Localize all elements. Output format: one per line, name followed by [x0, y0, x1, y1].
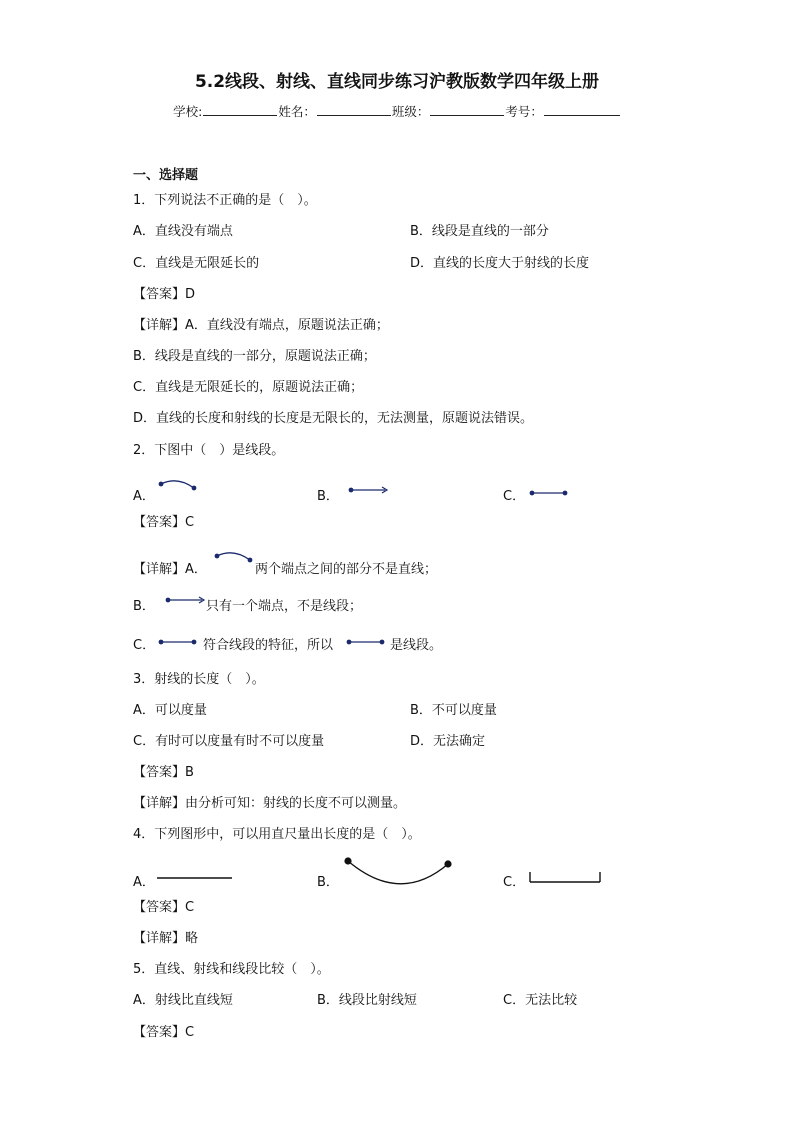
q1-detail-2: B．线段是直线的一部分，原题说法正确； — [133, 349, 376, 364]
number-label: 考号： — [505, 104, 543, 119]
q1-option-d: D．直线的长度大于射线的长度 — [410, 256, 590, 271]
curve-figure-a — [155, 478, 200, 494]
q4-option-b: B． — [317, 875, 339, 890]
q2-detail-a-prefix: 【详解】A． — [133, 562, 207, 577]
q3-detail: 【详解】由分析可知：射线的长度不可以测量。 — [133, 796, 407, 811]
class-blank — [430, 103, 504, 116]
q2-option-c: C． — [503, 489, 526, 504]
q4-stem: 4．下列图形中，可以用直尺量出长度的是（ ）。 — [133, 827, 421, 842]
q2-detail-a-text: 两个端点之间的部分不是直线； — [255, 562, 438, 577]
q2-detail-c-text-2: 是线段。 — [390, 638, 443, 653]
q2-answer: 【答案】C — [133, 515, 195, 530]
ray-figure-b — [346, 484, 392, 496]
q4-detail: 【详解】略 — [133, 931, 199, 946]
name-label: 姓名： — [278, 104, 316, 119]
section-heading: 一、选择题 — [133, 168, 199, 183]
q1-detail-1: 【详解】A．直线没有端点，原题说法正确； — [133, 318, 389, 333]
q3-stem: 3．射线的长度（ ）。 — [133, 672, 265, 687]
q1-detail-4: D．直线的长度和射线的长度是无限长的，无法测量，原题说法错误。 — [133, 411, 534, 426]
curve-figure-detail — [212, 550, 256, 566]
q2-detail-c-text-1: 符合线段的特征，所以 — [203, 638, 334, 653]
q3-option-c: C．有时可以度量有时不可以度量 — [133, 734, 325, 749]
q3-option-a: A．可以度量 — [133, 703, 207, 718]
name-blank — [317, 103, 391, 116]
school-label: 学校: — [173, 104, 203, 119]
q3-answer: 【答案】B — [133, 765, 194, 780]
q5-option-b: B．线段比射线短 — [317, 993, 417, 1008]
q1-option-a: A．直线没有端点 — [133, 224, 233, 239]
q3-option-d: D．无法确定 — [410, 734, 486, 749]
q1-answer: 【答案】D — [133, 287, 196, 302]
q5-answer: 【答案】C — [133, 1025, 195, 1040]
q1-detail-3: C．直线是无限延长的，原题说法正确； — [133, 380, 364, 395]
number-blank — [544, 103, 620, 116]
q4-answer: 【答案】C — [133, 900, 195, 915]
segment-bracket-figure-c — [526, 870, 604, 886]
q2-detail-b-text: 只有一个端点，不是线段； — [206, 599, 363, 614]
q2-option-b: B． — [317, 489, 339, 504]
q2-option-a: A． — [133, 489, 155, 504]
page-title: 5.2线段、射线、直线同步练习沪教版数学四年级上册 — [194, 72, 600, 92]
q2-stem: 2．下图中（ ）是线段。 — [133, 443, 285, 458]
q5-option-a: A．射线比直线短 — [133, 993, 233, 1008]
q2-detail-b-prefix: B． — [133, 599, 155, 614]
ray-figure-detail — [163, 594, 209, 606]
segment-figure-detail-1 — [157, 636, 199, 648]
q1-stem: 1．下列说法不正确的是（ ）。 — [133, 193, 317, 208]
student-info-line — [0, 103, 794, 120]
school-blank — [203, 103, 277, 116]
q3-option-b: B．不可以度量 — [410, 703, 497, 718]
class-label: 班级： — [391, 104, 430, 119]
q1-option-c: C．直线是无限延长的 — [133, 256, 260, 271]
q4-option-a: A． — [133, 875, 155, 890]
segment-figure-c — [527, 487, 571, 499]
q4-option-c: C． — [503, 875, 526, 890]
q2-detail-c-prefix: C． — [133, 638, 156, 653]
q5-option-c: C．无法比较 — [503, 993, 578, 1008]
q1-option-b: B．线段是直线的一部分 — [410, 224, 549, 239]
segment-figure-detail-2 — [345, 636, 387, 648]
q5-stem: 5．直线、射线和线段比较（ ）。 — [133, 962, 330, 977]
line-figure-a — [155, 873, 235, 881]
arc-figure-b — [340, 853, 455, 885]
